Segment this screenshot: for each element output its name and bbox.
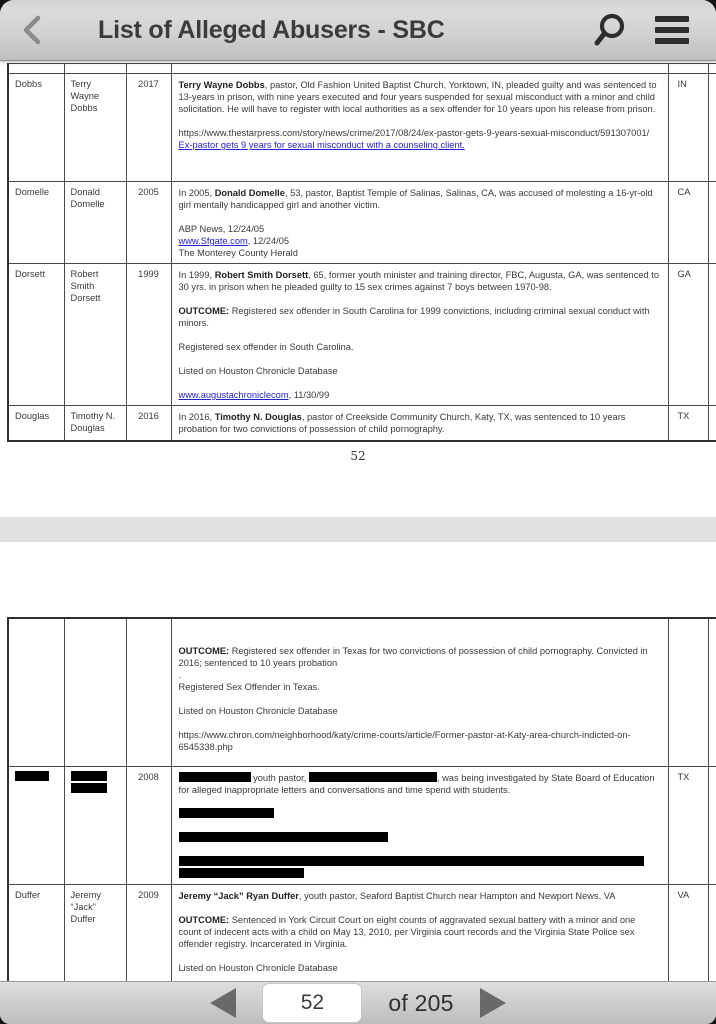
table-cell [64,618,126,766]
app-header [0,0,716,61]
table-cell [708,182,716,264]
table-cell: Timothy N. Douglas [64,406,126,441]
table-cell: Duffer [8,884,64,982]
table-cell [708,766,716,884]
table-cell [708,64,716,74]
table-cell: CA [668,182,708,264]
table-cell [8,64,64,74]
table-cell [708,264,716,406]
table-row [8,884,716,982]
records-table [7,617,716,982]
redaction-bar [71,783,107,793]
table-cell: Dobbs [8,74,64,182]
back-button[interactable] [0,0,64,60]
table-cell: TX [668,766,708,884]
table-cell [64,64,126,74]
table-row [8,64,716,74]
table-cell: 2016 [126,406,171,441]
table-cell [126,64,171,74]
table-cell: Dorsett [8,264,64,406]
table-row [8,74,716,182]
table-row [8,766,716,884]
search-icon [592,12,628,48]
table-cell: TX [668,406,708,441]
table-cell [126,618,171,766]
redaction-bar [179,868,304,878]
table-cell [668,64,708,74]
redaction-bar [179,808,274,818]
table-cell [668,618,708,766]
table-cell: Jeremy “Jack” Ryan Duffer, youth pastor, Seaford Baptist Church near Hampton and Newport News, VA OUTCOME: Sentenced in York Circuit Court on eight counts of aggravated sexual battery with a minor and one count of indecent acts with a child on May 13, 2010, per Virginia court records and the Virginia State Police sex offender registry. Incarcerated in Virginia. Listed on Houston Chronicle Database [171,884,668,982]
hamburger-menu-icon [655,16,689,44]
table-cell [708,884,716,982]
page-separator [0,517,716,542]
table-cell: youth pastor, , was being investigated by State Board of Education for alleged inappropriate letters and conversations and time spend with students. [171,766,668,884]
table-cell: Donald Domelle [64,182,126,264]
menu-button[interactable] [650,0,694,60]
page-count-label: of 205 [388,989,454,1016]
table-cell: 2008 [126,766,171,884]
table-cell: Robert Smith Dorsett [64,264,126,406]
table-cell: Jeremy “Jack” Duffer [64,884,126,982]
table-cell: In 1999, Robert Smith Dorsett, 65, former youth minister and training director, FBC, Augusta, GA, was sentenced to 30 yrs. in prison when he pleaded guilty to 15 sex crimes against 7 boys between 1970-98. OUTCOME: Registered sex offender in South Carolina for 1999 convictions, including criminal sexual conduct with minors. Registered sex offender in South Carolina. Listed on Houston Chronicle Database www.augustachroniclecom, 11/30/99 [171,264,668,406]
table-row [8,406,716,441]
table-cell [708,406,716,441]
next-page-button[interactable] [480,988,506,1018]
previous-page-button[interactable] [210,988,236,1018]
table-cell: In 2005, Donald Domelle, 53, pastor, Baptist Temple of Salinas, Salinas, CA, was accused of molesting a 16-yr-old girl mentally handicapped girl and another victim. ABP News, 12/24/05 www.Sfgate.com, 12/24/05 The Monterey County Herald [171,182,668,264]
inline-link[interactable]: www.Sfgate.com [178,236,248,246]
table-cell: In 2016, Timothy N. Douglas, pastor of Creekside Community Church, Katy, TX, was sentenced to 10 years probation for two convictions of possession of child pornography. [171,406,668,441]
chevron-left-icon [22,15,42,45]
table-cell [8,618,64,766]
table-cell: 2005 [126,182,171,264]
table-row [8,182,716,264]
table-cell [64,766,126,884]
table-cell: GA [668,264,708,406]
table-cell: Domelle [8,182,64,264]
search-button[interactable] [588,0,632,60]
table-cell: OUTCOME: Registered sex offender in Texas for two convictions of possession of child pornography. Convicted in 2016; sentenced to 10 years probation . Registered Sex Offender in Texas. Listed on Houston Chronicle Database https://www.chron.com/neighborhood/katy/crime-courts/article/Former-pastor-at-Katy-area-church-indicted-on-6545338.php [171,618,668,766]
document-scroll-area[interactable] [0,61,716,982]
redaction-bar [179,832,388,842]
redaction-bar [179,772,251,782]
page-title: List of Alleged Abusers - SBC [98,15,445,44]
inline-link[interactable]: Ex-pastor gets 9 years for sexual misconduct with a counseling client. [178,140,465,150]
table-cell: Terry Wayne Dobbs [64,74,126,182]
table-cell: 2009 [126,884,171,982]
table-row [8,264,716,406]
redaction-bar [309,772,437,782]
table-cell: Terry Wayne Dobbs, pastor, Old Fashion United Baptist Church, Yorktown, IN, pleaded guilty and was sentenced to 13-years in prison, with nine years executed and four years suspended for sexual misconduct with a minor and child solicitation. He will have to register with local authorities as a sex offender for 10 years upon his release from prison. https://www.thestarpress.com/story/news/crime/2017/08/24/ex-pastor-gets-9-years-sexual-misconduct/591307001/ Ex-pastor gets 9 years for sexual misconduct with a counseling client. [171,74,668,182]
table-cell: VA [668,884,708,982]
pdf-page-number: 52 [350,449,366,463]
table-cell: Douglas [8,406,64,441]
records-table [7,63,716,442]
table-cell: 1999 [126,264,171,406]
table-cell [8,766,64,884]
redaction-bar [15,771,49,781]
table-row [8,618,716,766]
table-cell [708,618,716,766]
inline-link[interactable]: www.augustachroniclecom [178,390,289,400]
table-cell [171,64,668,74]
table-cell [708,74,716,182]
redaction-bar [179,856,644,866]
table-cell: IN [668,74,708,182]
table-cell: 2017 [126,74,171,182]
page-number-input[interactable] [262,983,362,1023]
pagination-bar [0,981,716,1024]
redaction-bar [71,771,107,781]
